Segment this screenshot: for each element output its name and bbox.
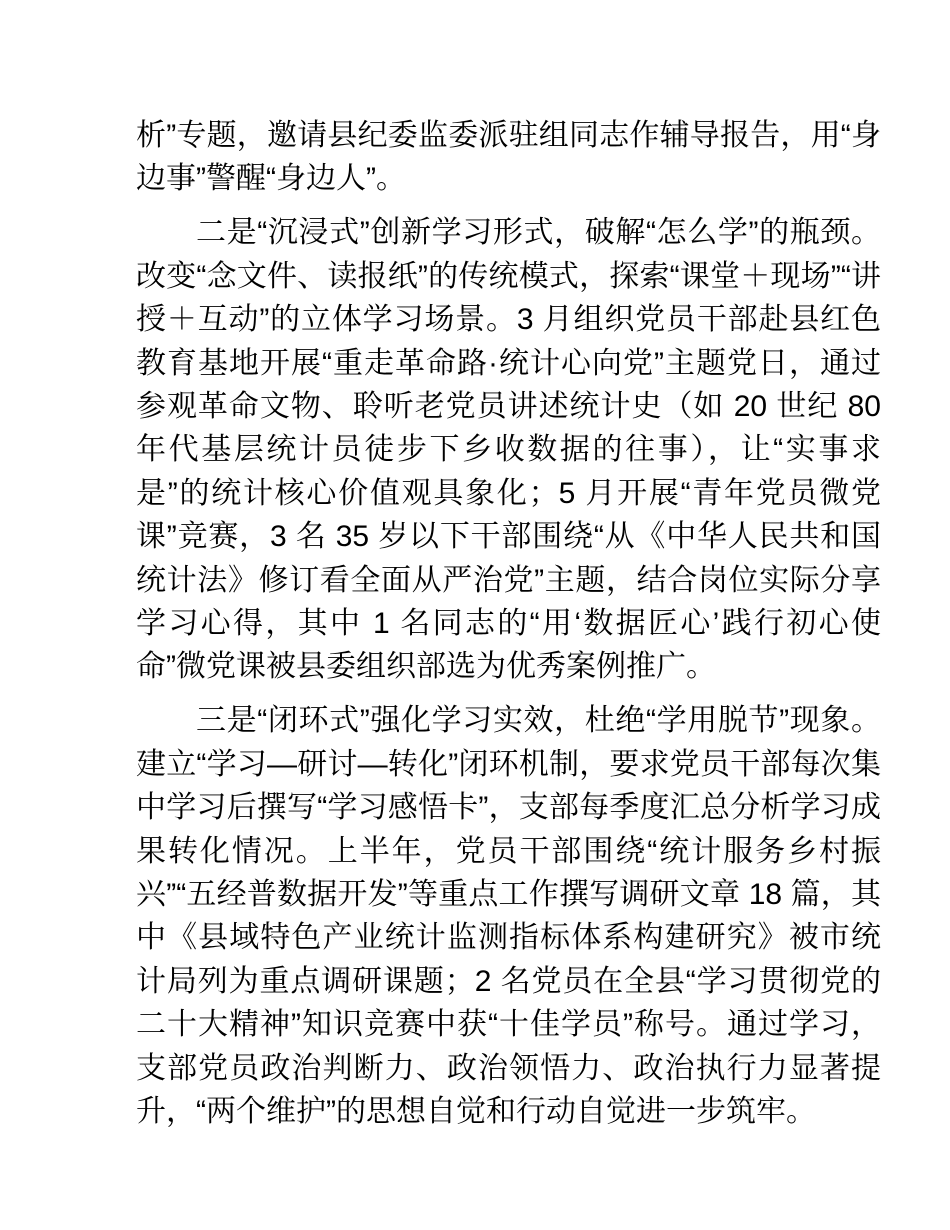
paragraph-point-two: 二是“沉浸式”创新学习形式，破解“怎么学”的瓶颈。改变“念文件、读报纸”的传统模式，探索“课堂＋现场”“讲授＋互动”的立体学习场景。3 月组织党员干部赴县红色教育基地开展“重走革命路·统计心向党”主题党日，通过参观革命文物、聆听老党员讲述统计史（如 20 世纪 80 年代基层统计员徒步下乡收数据的往事），让“实事求是”的统计核心价值观具象化；5 月开展“青年党员微党课”竞赛，3 名 35 岁以下干部围绕“从《中华人民共和国统计法》修订看全面从严治党”主题，结合岗位实际分享学习心得，其中 1 名同志的“用‘数据匠心’践行初心使命”微党课被县委组织部选为优秀案例推广。 [136, 216, 881, 684]
paragraph-point-three: 三是“闭环式”强化学习实效，杜绝“学用脱节”现象。建立“学习—研讨—转化”闭环机制，要求党员干部每次集中学习后撰写“学习感悟卡”，支部每季度汇总分析学习成果转化情况。上半年，党员干部围绕“统计服务乡村振兴”“五经普数据开发”等重点工作撰写调研文章 18 篇，其中《县域特色产业统计监测指标体系构建研究》被市统计局列为重点调研课题；2 名党员在全县“学习贯彻党的二十大精神”知识竞赛中获“十佳学员”称号。通过学习，支部党员政治判断力、政治领悟力、政治执行力显著提升，“两个维护”的思想自觉和行动自觉进一步筑牢。 [136, 704, 881, 1128]
document-text-block [136, 114, 881, 1144]
paragraph-continuation: 析”专题，邀请县纪委监委派驻组同志作辅导报告，用“身边事”警醒“身边人”。 [136, 119, 881, 196]
